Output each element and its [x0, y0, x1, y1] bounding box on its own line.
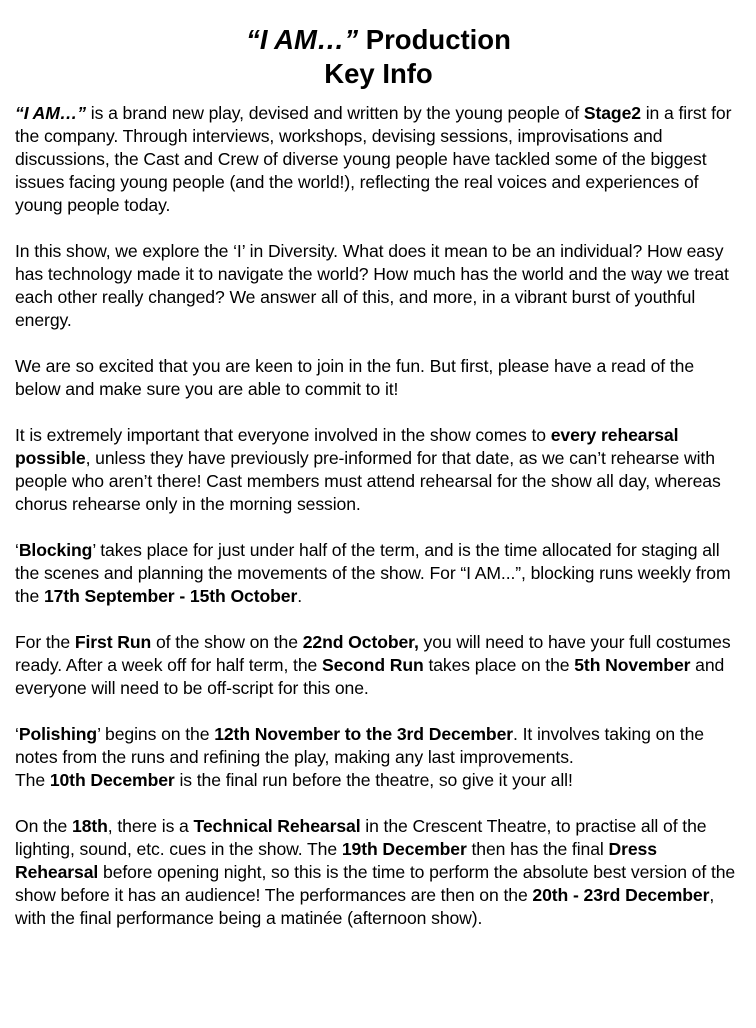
emphasis-text: 17th September - 15th October: [43, 586, 298, 606]
emphasis-text: First Run: [74, 632, 152, 652]
title-italic: “I AM…”: [246, 24, 359, 55]
body-text-run: . It involves taking on the notes from the runs and refining the play, making any last improvements.: [15, 724, 704, 767]
paragraph-blocking: [15, 539, 742, 608]
paragraph-final-run: [15, 769, 742, 792]
emphasis-text: Stage2: [583, 103, 641, 123]
body-text-run: On the: [15, 816, 73, 836]
paragraph-commitment: [15, 355, 742, 401]
body-text-run: before opening night, so this is the time to perform the absolute best version of the show before it has an audience! The performances are then on the: [15, 862, 736, 905]
body-text-run: It is extremely important that everyone involved in the show comes to: [15, 425, 551, 445]
body-text-run: ‘: [15, 724, 19, 744]
body-text-run: ‘: [15, 540, 19, 560]
body-text-run: , with the final performance being a matinée (afternoon show).: [15, 885, 715, 928]
body-text-run: in a first for the company. Through interviews, workshops, devising sessions, improvisations and discussions, the Cast and Crew of diverse young people have tackled some of the biggest issues facing young people (and the world!), reflecting the real voices and experiences of young people today.: [15, 103, 732, 215]
emphasis-text: Dress Rehearsal: [15, 839, 657, 882]
emphasis-text: Blocking: [18, 540, 93, 560]
body-text-run: of the show on the: [151, 632, 303, 652]
emphasis-text: 22nd October,: [302, 632, 419, 652]
body-text-run: is a brand new play, devised and written by the young people of: [85, 103, 584, 123]
paragraph-intro: [15, 102, 742, 217]
body-text-run: you will need to have your full costumes ready. After a week off for half term, the: [15, 632, 731, 675]
paragraph-polishing: [15, 723, 742, 769]
emphasis-text: Technical Rehearsal: [193, 816, 361, 836]
title-line-2: Key Info: [324, 58, 433, 89]
paragraph-runs: [15, 631, 742, 700]
body-text-run: , unless they have previously pre-informed for that date, as we can’t rehearse with people who aren’t there! Cast members must attend rehearsal for the show all day, whereas chorus rehearse only in the morning session.: [15, 448, 721, 514]
body-text-run: and everyone will need to be off-script for this one.: [15, 655, 725, 698]
body-text-run: The: [15, 770, 50, 790]
emphasis-text: 20th - 23rd December: [532, 885, 710, 905]
document-body: [15, 102, 742, 930]
emphasis-text: every rehearsal possible: [15, 425, 679, 468]
paragraph-diversity: [15, 240, 742, 332]
emphasis-text: 5th November: [574, 655, 691, 675]
body-text-run: ’ begins on the: [97, 724, 215, 744]
body-text-run: , there is a: [107, 816, 194, 836]
title-rest: Production: [358, 24, 511, 55]
body-text-run: is the final run before the theatre, so give it your all!: [174, 770, 573, 790]
emphasis-text: “I AM…”: [15, 103, 86, 123]
emphasis-text: 18th: [72, 816, 108, 836]
body-text-run: .: [297, 586, 302, 606]
paragraph-theatre: [15, 815, 742, 930]
body-text-run: We are so excited that you are keen to join in the fun. But first, please have a read of the below and make sure you are able to commit to it!: [15, 356, 695, 399]
body-text-run: in the Crescent Theatre, to practise all of the lighting, sound, etc. cues in the show. The: [15, 816, 707, 859]
body-text-run: then has the final: [466, 839, 609, 859]
body-text-run: In this show, we explore the ‘I’ in Diversity. What does it mean to be an individual? How easy has technology made it to navigate the world? How much has the world and the way we treat each other really changed? We answer all of this, and more, in a vibrant burst of youthful energy.: [15, 241, 729, 330]
paragraph-attendance: [15, 424, 742, 516]
emphasis-text: Polishing: [18, 724, 98, 744]
emphasis-text: 10th December: [49, 770, 175, 790]
emphasis-text: Second Run: [322, 655, 424, 675]
body-text-run: For the: [15, 632, 75, 652]
body-text-run: ’ takes place for just under half of the term, and is the time allocated for staging all the scenes and planning the movements of the show. For “I AM...”, blocking runs weekly from the: [15, 540, 731, 606]
emphasis-text: 12th November to the 3rd December: [214, 724, 514, 744]
body-text-run: takes place on the: [423, 655, 575, 675]
page-title: [15, 23, 742, 91]
emphasis-text: 19th December: [341, 839, 467, 859]
